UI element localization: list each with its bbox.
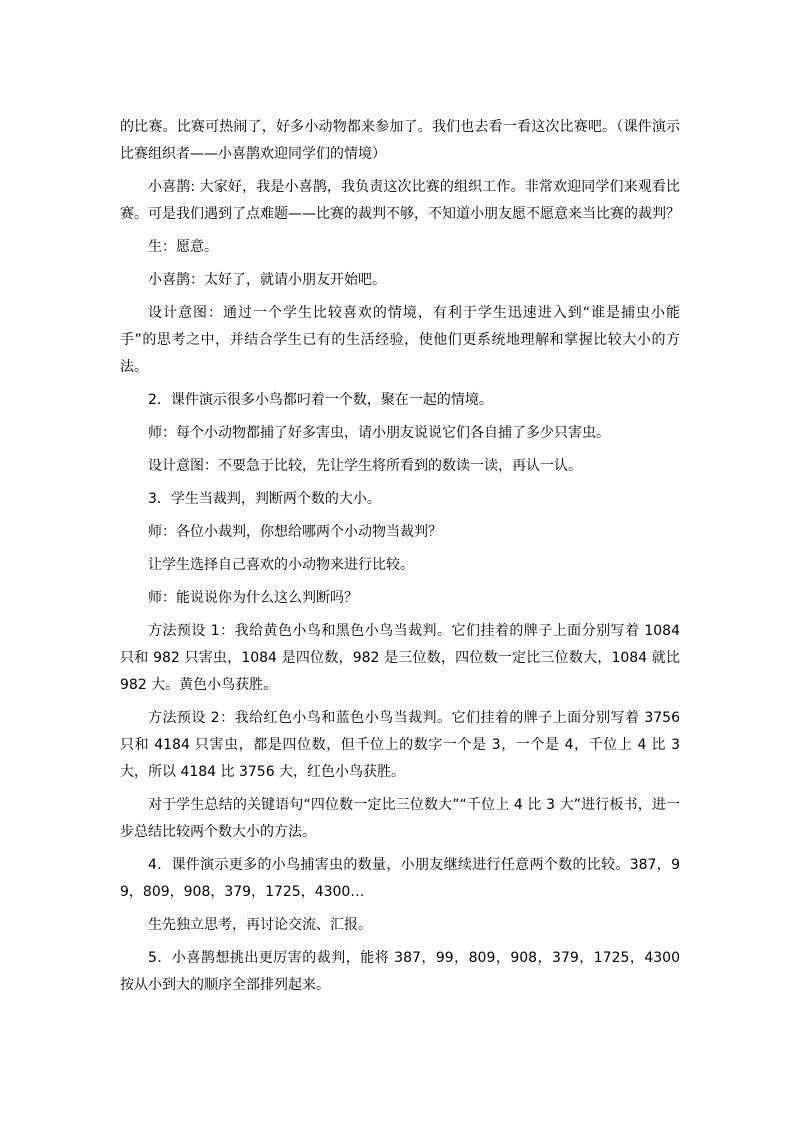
paragraph-method-1: 方法预设 1：我给黄色小鸟和黑色小鸟当裁判。它们挂着的牌子上面分别写着 1084 只和 982 只害虫，1084 是四位数，982 是三位数，四位数一定比三位数大，1084 就比 982 大。黄色小鸟获胜。	[120, 623, 680, 693]
paragraph-teacher-question-3: 师：能说说你为什么这么判断吗？	[148, 590, 358, 606]
paragraph-magpie-welcome: 小喜鹊: 大家好，我是小喜鹊，我负责这次比赛的组织工作。非常欢迎同学们来观看比赛。可是我们遇到了点难题——比赛的裁判不够，不知道小朋友愿不愿意来当比赛的裁判？	[120, 179, 680, 222]
document-body	[120, 114, 680, 999]
paragraph-magpie-start: 小喜鹊：太好了，就请小朋友开始吧。	[148, 272, 386, 288]
paragraph-method-2: 方法预设 2：我给红色小鸟和蓝色小鸟当裁判。它们挂着的牌子上面分别写着 3756 只和 4184 只害虫，都是四位数，但千位上的数字一个是 3，一个是 4，千位上 4 比 3 大，所以 4184 比 3756 大，红色小鸟获胜。	[120, 710, 680, 780]
paragraph-step-4: 4．课件演示更多的小鸟捕害虫的数量，小朋友继续进行任意两个数的比较。387，99，809，908，379，1725，4300…	[120, 857, 680, 900]
paragraph-competition-intro: 的比赛。比赛可热闹了，好多小动物都来参加了。我们也去看一看这次比赛吧。（课件演示比赛组织者——小喜鹊欢迎同学们的情境）	[120, 119, 680, 162]
paragraph-summary: 对于学生总结的关键语句“四位数一定比三位数大”“千位上 4 比 3 大”进行板书，进一步总结比较两个数大小的方法。	[120, 797, 680, 840]
paragraph-step-3: 3．学生当裁判，判断两个数的大小。	[148, 491, 381, 507]
paragraph-step-5: 5．小喜鹊想挑出更厉害的裁判，能将 387，99，809，908，379，1725，4300 按从小到大的顺序全部排列起来。	[120, 950, 680, 993]
paragraph-discussion: 生先独立思考，再讨论交流、汇报。	[148, 917, 372, 933]
paragraph-student-answer: 生：愿意。	[148, 239, 218, 255]
paragraph-step-2: 2．课件演示很多小鸟都叼着一个数，聚在一起的情境。	[148, 392, 493, 408]
paragraph-teacher-question-1: 师：每个小动物都捕了好多害虫，请小朋友说说它们各自捕了多少只害虫。	[148, 425, 610, 441]
paragraph-teacher-question-2: 师：各位小裁判，你想给哪两个小动物当裁判？	[148, 524, 442, 540]
paragraph-design-intent-2: 设计意图：不要急于比较，先让学生将所看到的数读一读，再认一认。	[148, 458, 582, 474]
paragraph-student-choice: 让学生选择自己喜欢的小动物来进行比较。	[148, 557, 414, 573]
paragraph-design-intent-1: 设计意图：通过一个学生比较喜欢的情境，有利于学生迅速进入到“谁是捕虫小能手”的思考之中，并结合学生已有的生活经验，使他们更系统地理解和掌握比较大小的方法。	[120, 305, 680, 375]
